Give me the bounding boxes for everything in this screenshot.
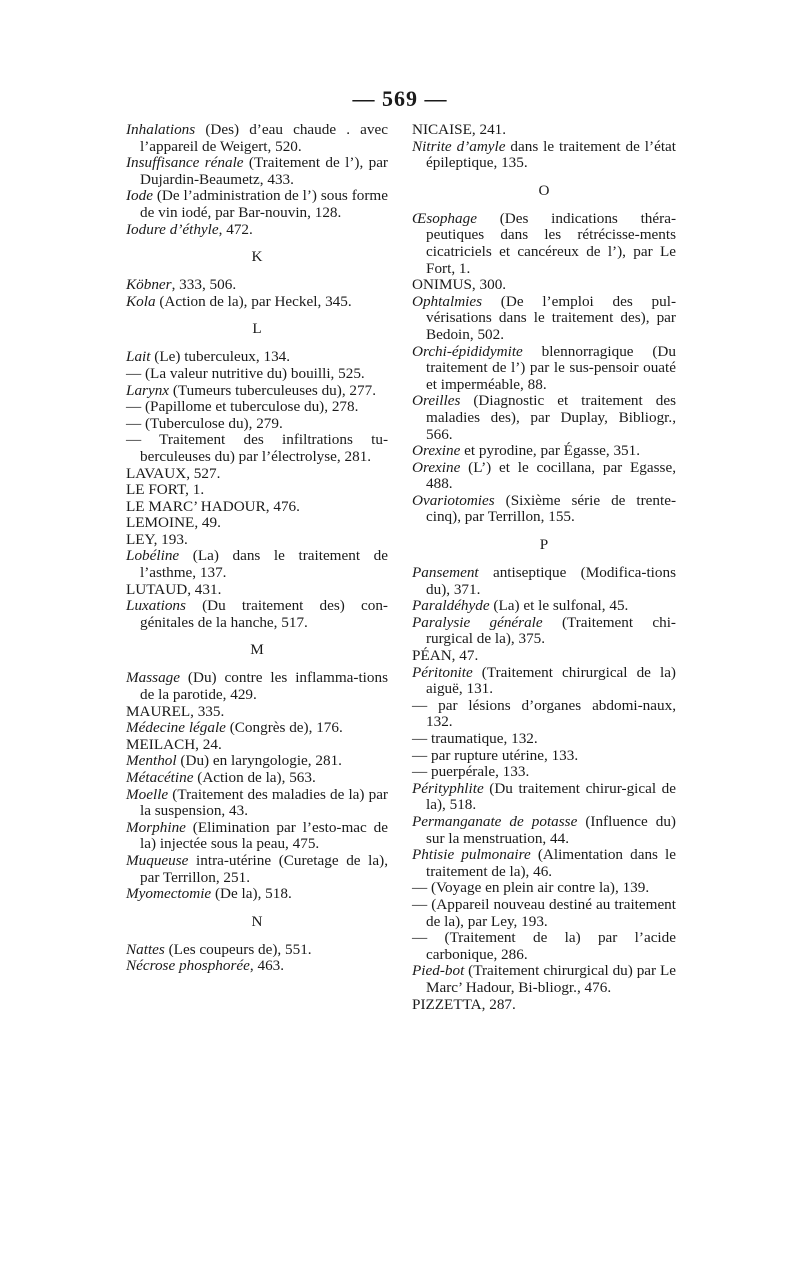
index-entry <box>126 942 388 959</box>
section-letter: L <box>252 320 262 338</box>
index-entry <box>126 886 388 903</box>
index-term: Menthol <box>126 752 177 770</box>
index-entry <box>126 122 388 155</box>
index-entry <box>126 853 388 886</box>
index-term: Orexine <box>412 442 461 460</box>
index-term: Kola <box>126 292 156 310</box>
index-entry <box>126 155 388 188</box>
index-text: — (Tuberculose du), 279. <box>126 414 283 432</box>
index-text: (Traitement chirurgical du) par Le Marc’ Hadour, Bi-bliogr., 476. <box>426 962 676 996</box>
index-term: Nattes <box>126 940 165 958</box>
index-term: Permanganate de potasse <box>412 812 578 830</box>
index-text: (Action de la), 563. <box>193 769 316 786</box>
index-entry <box>412 460 676 493</box>
index-text: ONIMUS, 300. <box>412 276 507 294</box>
index-term: Œsophage <box>412 209 477 227</box>
index-term: Inhalations <box>126 121 196 138</box>
index-entry <box>126 532 388 549</box>
index-entry <box>412 615 676 648</box>
index-column-right <box>412 122 676 1013</box>
index-text: (Du traitement des) con-génitales de la hanche, 517. <box>140 597 388 631</box>
index-entry <box>126 787 388 820</box>
index-entry <box>412 764 676 781</box>
index-text: (Du) en laryngologie, 281. <box>176 752 342 770</box>
index-entry <box>126 222 388 239</box>
index-term: Métacétine <box>126 769 194 786</box>
index-text: (Du) contre les inflamma-tions de la parotide, 429. <box>140 669 388 704</box>
index-text: (Traitement de l’), par Dujardin-Beaumetz, 433. <box>140 154 388 188</box>
index-entry <box>126 670 388 703</box>
index-text: (Traitement chi-rurgical de la), 375. <box>426 613 676 648</box>
section-letter: O <box>538 181 550 199</box>
index-entry <box>412 443 676 460</box>
index-entry <box>126 548 388 581</box>
index-entry <box>412 393 676 443</box>
index-entry <box>412 598 676 615</box>
index-term: Iodure d’éthyle <box>126 220 219 238</box>
index-text: — (Voyage en plein air contre la), 139. <box>412 879 650 897</box>
section-letter: M <box>250 641 264 659</box>
index-text: (Du traitement chirur-gical de la), 518. <box>426 779 676 814</box>
index-text: (Elimination par l’esto-mac de la) injectée sous la peau, 475. <box>140 818 388 853</box>
index-text: , 333, 506. <box>171 276 237 294</box>
index-term: Nécrose phosphorée <box>126 957 250 975</box>
index-entry <box>126 432 388 465</box>
index-text: LEY, 193. <box>126 530 188 548</box>
index-term: Insuffisance rénale <box>126 154 244 172</box>
index-term: Massage <box>126 669 180 687</box>
index-entry <box>126 770 388 787</box>
index-entry <box>412 344 676 394</box>
index-text: (De la), 518. <box>211 885 292 903</box>
index-text: (La) et le sulfonal, 45. <box>489 597 629 615</box>
index-text: LE MARC’ HADOUR, 476. <box>126 497 300 515</box>
index-entry <box>412 781 676 814</box>
index-entry <box>412 648 676 665</box>
index-entry <box>412 748 676 765</box>
index-term: Paraldéhyde <box>412 597 490 615</box>
index-entry <box>412 847 676 880</box>
index-term: Ophtalmies <box>412 292 483 310</box>
index-term: Orexine <box>412 458 461 476</box>
index-entry <box>126 582 388 599</box>
index-entry <box>126 958 388 975</box>
index-entry <box>412 294 676 344</box>
index-text: — par rupture utérine, 133. <box>412 746 579 764</box>
index-text: , 463. <box>249 957 285 975</box>
index-text: — Traitement des infiltrations tu-berculeuses du) par l’électrolyse, 281. <box>126 431 388 465</box>
index-entry <box>126 277 388 294</box>
index-entry <box>412 930 676 963</box>
index-text: et pyrodine, par Égasse, 351. <box>460 442 641 460</box>
index-text: LEMOINE, 49. <box>126 514 221 532</box>
index-text: (Traitement des maladies de la) par la suspension, 43. <box>140 785 388 820</box>
index-term: Pansement <box>412 564 479 582</box>
index-text: (Le) tuberculeux, 134. <box>150 348 291 366</box>
index-term: Nitrite d’amyle <box>412 137 506 155</box>
page-number: — 569 — <box>352 86 448 111</box>
index-text: LUTAUD, 431. <box>126 580 222 598</box>
index-text: (La) dans le traitement de l’asthme, 137. <box>140 547 388 582</box>
index-text: — par lésions d’organes abdomi-naux, 132. <box>412 696 676 731</box>
index-entry <box>412 897 676 930</box>
index-column-left <box>126 122 388 975</box>
index-entry <box>412 814 676 847</box>
index-term: Ovariotomies <box>412 491 495 509</box>
index-text: (Congrès de), 176. <box>225 719 343 737</box>
index-entry <box>412 665 676 698</box>
index-text: PÉAN, 47. <box>412 647 479 665</box>
index-text: (De l’emploi des pul-vérisations dans le traitement des), par Bedoin, 502. <box>426 292 676 343</box>
index-term: Myomectomie <box>126 885 212 903</box>
index-term: Paralysie générale <box>412 613 543 631</box>
index-term: Orchi-épididymite <box>412 342 523 360</box>
index-entry <box>126 399 388 416</box>
index-text: (Les coupeurs de), 551. <box>164 940 312 958</box>
index-term: Köbner <box>126 276 172 294</box>
index-entry <box>126 188 388 221</box>
index-text: LE FORT, 1. <box>126 481 205 499</box>
index-term: Médecine légale <box>126 719 226 737</box>
index-text: MEILACH, 24. <box>126 735 222 753</box>
index-term: Lait <box>126 348 151 366</box>
index-text: (De l’administration de l’) sous forme de vin iodé, par Bar-nouvin, 128. <box>140 187 388 221</box>
index-text: (Des indications théra-peutiques dans les rétrécisse-ments cicatriciels et cancéreux de l’), par Le Fort, 1. <box>426 209 676 277</box>
index-entry <box>126 720 388 737</box>
index-term: Pied-bot <box>412 962 465 980</box>
index-entry <box>126 349 388 366</box>
index-entry <box>412 139 676 172</box>
index-entry <box>126 294 388 311</box>
index-term: Oreilles <box>412 392 461 410</box>
index-entry <box>126 515 388 532</box>
index-entry <box>412 731 676 748</box>
index-entry <box>412 493 676 526</box>
index-entry <box>126 499 388 516</box>
index-text: — puerpérale, 133. <box>412 763 530 781</box>
index-text: MAUREL, 335. <box>126 702 225 720</box>
index-entry <box>126 598 388 631</box>
index-entry <box>126 753 388 770</box>
index-text: — traumatique, 132. <box>412 730 538 747</box>
index-term: Lobéline <box>126 547 180 565</box>
index-entry <box>412 880 676 897</box>
index-entry <box>412 277 676 294</box>
index-text: dans le traitement de l’état épileptique, 135. <box>426 137 676 172</box>
section-letter: K <box>251 248 263 266</box>
index-text: (Tumeurs tuberculeuses du), 277. <box>169 381 377 399</box>
index-entry <box>412 997 676 1014</box>
index-text: (Influence du) sur la menstruation, 44. <box>426 812 676 847</box>
index-entry <box>126 466 388 483</box>
index-text: (Action de la), par Heckel, 345. <box>155 292 352 310</box>
index-term: Péritonite <box>412 663 473 681</box>
index-text: intra-utérine (Curetage de la), par Terrillon, 251. <box>140 851 388 886</box>
index-entry <box>126 704 388 721</box>
index-entry <box>412 211 676 277</box>
index-text: (Traitement chirurgical de la) aiguë, 131. <box>426 663 676 698</box>
index-text: PIZZETTA, 287. <box>412 995 516 1013</box>
index-text: — (Traitement de la) par l’acide carbonique, 286. <box>412 929 676 963</box>
index-text: LAVAUX, 527. <box>126 464 221 482</box>
index-term: Moelle <box>126 785 169 803</box>
index-term: Muqueuse <box>126 851 189 869</box>
index-text: — (La valeur nutritive du) bouilli, 525. <box>126 364 365 382</box>
index-text: (Des) d’eau chaude . avec l’appareil de Weigert, 520. <box>140 121 388 155</box>
index-term: Larynx <box>126 381 170 399</box>
index-entry <box>126 820 388 853</box>
index-entry <box>412 963 676 996</box>
section-letter: P <box>539 536 549 554</box>
index-text: NICAISE, 241. <box>412 121 507 138</box>
index-entry <box>126 482 388 499</box>
index-entry <box>126 383 388 400</box>
index-text: — (Appareil nouveau destiné au traitement de la), par Ley, 193. <box>412 895 676 930</box>
index-text: blennorragique (Du traitement de l’) par le sus-pensoir ouaté et imperméable, 88. <box>426 342 676 393</box>
index-term: Iode <box>126 187 153 205</box>
index-entry <box>412 565 676 598</box>
index-text: (L’) et le cocillana, par Egasse, 488. <box>426 458 676 493</box>
index-entry <box>412 698 676 731</box>
index-term: Pérityphlite <box>412 779 484 797</box>
index-entry <box>126 737 388 754</box>
index-text: — (Papillome et tuberculose du), 278. <box>126 398 359 416</box>
index-term: Morphine <box>126 818 186 836</box>
index-term: Phtisie pulmonaire <box>412 846 531 864</box>
index-entry <box>412 122 676 139</box>
index-entry <box>126 416 388 433</box>
index-text: (Diagnostic et traitement des maladies des), par Duplay, Bibliogr., 566. <box>426 392 676 443</box>
section-letter: N <box>251 912 263 930</box>
index-text: , 472. <box>218 220 253 238</box>
index-term: Luxations <box>126 597 186 615</box>
index-text: antiseptique (Modifica-tions du), 371. <box>426 564 676 598</box>
index-text: (Alimentation dans le traitement de la), 46. <box>426 846 676 880</box>
index-entry <box>126 366 388 383</box>
index-text: (Sixième série de trente-cinq), par Terrillon, 155. <box>426 491 676 526</box>
